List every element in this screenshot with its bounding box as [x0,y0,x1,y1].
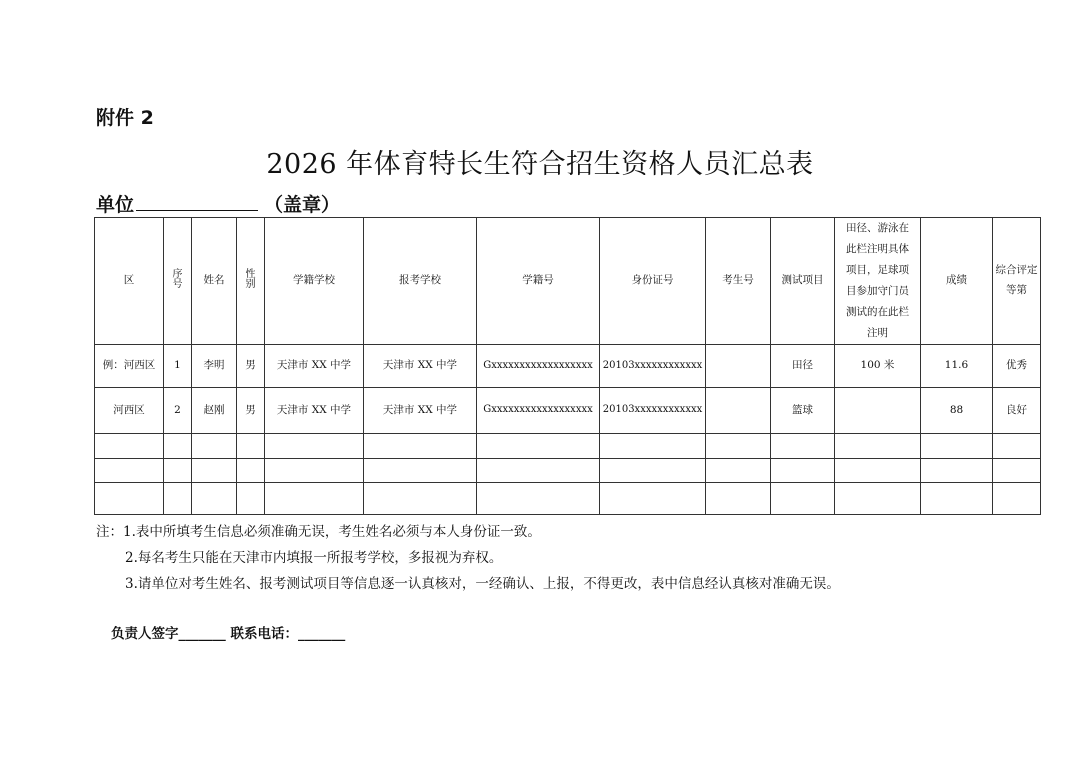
empty-cell [265,434,364,459]
empty-cell [600,459,706,483]
cell-note-column: 100 米 [835,345,921,388]
header-serial [164,218,192,345]
empty-cell [237,434,265,459]
empty-cell [706,434,771,459]
header-test-item: 测试项目 [771,218,835,345]
empty-cell [364,434,477,459]
cell-test-item: 篮球 [771,388,835,434]
header-exam-number: 考生号 [706,218,771,345]
empty-cell [364,459,477,483]
cell-applied-school: 天津市 XX 中学 [364,345,477,388]
attachment-label: 附件 2 [96,107,154,129]
cell-applied-school: 天津市 XX 中学 [364,388,477,434]
cell-id-number: 20103xxxxxxxxxxxx [600,388,706,434]
cell-enrolled-school: 天津市 XX 中学 [265,345,364,388]
empty-cell [237,483,265,515]
cell-score: 11.6 [921,345,993,388]
note-line-1: 注：1.表中所填考生信息必须准确无误，考生姓名必须与本人身份证一致。 [96,524,541,540]
empty-cell [192,459,237,483]
header-district: 区 [95,218,164,345]
cell-rating: 良好 [993,388,1041,434]
cell-serial: 1 [164,345,192,388]
cell-exam-number [706,388,771,434]
empty-cell [706,459,771,483]
header-student-id: 学籍号 [477,218,600,345]
stamp-label: （盖章） [264,194,341,216]
empty-cell [237,459,265,483]
header-name: 姓名 [192,218,237,345]
empty-cell [164,434,192,459]
empty-cell [921,483,993,515]
header-rating: 综合评定等第 [993,218,1041,345]
empty-row [95,434,1041,459]
cell-note-column [835,388,921,434]
empty-cell [192,434,237,459]
empty-cell [771,459,835,483]
empty-cell [771,483,835,515]
cell-enrolled-school: 天津市 XX 中学 [265,388,364,434]
empty-cell [265,459,364,483]
empty-cell [95,459,164,483]
empty-cell [164,483,192,515]
cell-serial: 2 [164,388,192,434]
empty-cell [477,483,600,515]
header-serial-text: 序号 [172,268,183,291]
table-row [95,345,1041,388]
note-line-2: 2.每名考生只能在天津市内填报一所报考学校，多报视为弃权。 [125,550,503,566]
empty-cell [95,434,164,459]
header-id-number: 身份证号 [600,218,706,345]
empty-cell [706,483,771,515]
empty-cell [835,434,921,459]
header-gender-text: 性别 [245,268,256,291]
cell-rating: 优秀 [993,345,1041,388]
empty-cell [921,434,993,459]
header-note-column: 田径、游泳在此栏注明具体项目，足球项目参加守门员测试的在此栏注明 [835,218,921,345]
unit-label: 单位 [96,194,135,216]
cell-name: 李明 [192,345,237,388]
header-enrolled-school: 学籍学校 [265,218,364,345]
empty-cell [164,459,192,483]
cell-name: 赵刚 [192,388,237,434]
empty-cell [192,483,237,515]
cell-district: 河西区 [95,388,164,434]
cell-gender: 男 [237,345,265,388]
unit-blank [136,192,258,211]
empty-cell [993,434,1041,459]
empty-cell [835,483,921,515]
cell-score: 88 [921,388,993,434]
cell-student-id: Gxxxxxxxxxxxxxxxxxx [477,345,600,388]
empty-cell [364,483,477,515]
document-title: 2026 年体育特长生符合招生资格人员汇总表 [266,149,814,180]
cell-id-number: 20103xxxxxxxxxxxx [600,345,706,388]
cell-gender: 男 [237,388,265,434]
empty-cell [921,459,993,483]
empty-row [95,483,1041,515]
unit-line [96,190,340,217]
cell-student-id: Gxxxxxxxxxxxxxxxxxx [477,388,600,434]
empty-cell [265,483,364,515]
header-applied-school: 报考学校 [364,218,477,345]
empty-cell [477,459,600,483]
header-gender [237,218,265,345]
table-row [95,388,1041,434]
empty-cell [993,459,1041,483]
cell-district: 例：河西区 [95,345,164,388]
empty-cell [771,434,835,459]
notes-block [96,519,840,597]
note-line-3: 3.请单位对考生姓名、报考测试项目等信息逐一认真核对，一经确认、上报，不得更改，表中信息经认真核对准确无误。 [125,576,840,592]
empty-cell [600,483,706,515]
header-score: 成绩 [921,218,993,345]
empty-row [95,459,1041,483]
empty-cell [477,434,600,459]
empty-cell [835,459,921,483]
empty-cell [993,483,1041,515]
cell-test-item: 田径 [771,345,835,388]
table-header-row [95,218,1041,345]
roster-table [94,217,1041,515]
empty-cell [95,483,164,515]
empty-cell [600,434,706,459]
signature-line: 负责人签字_______ 联系电话：_______ [111,626,346,642]
cell-exam-number [706,345,771,388]
